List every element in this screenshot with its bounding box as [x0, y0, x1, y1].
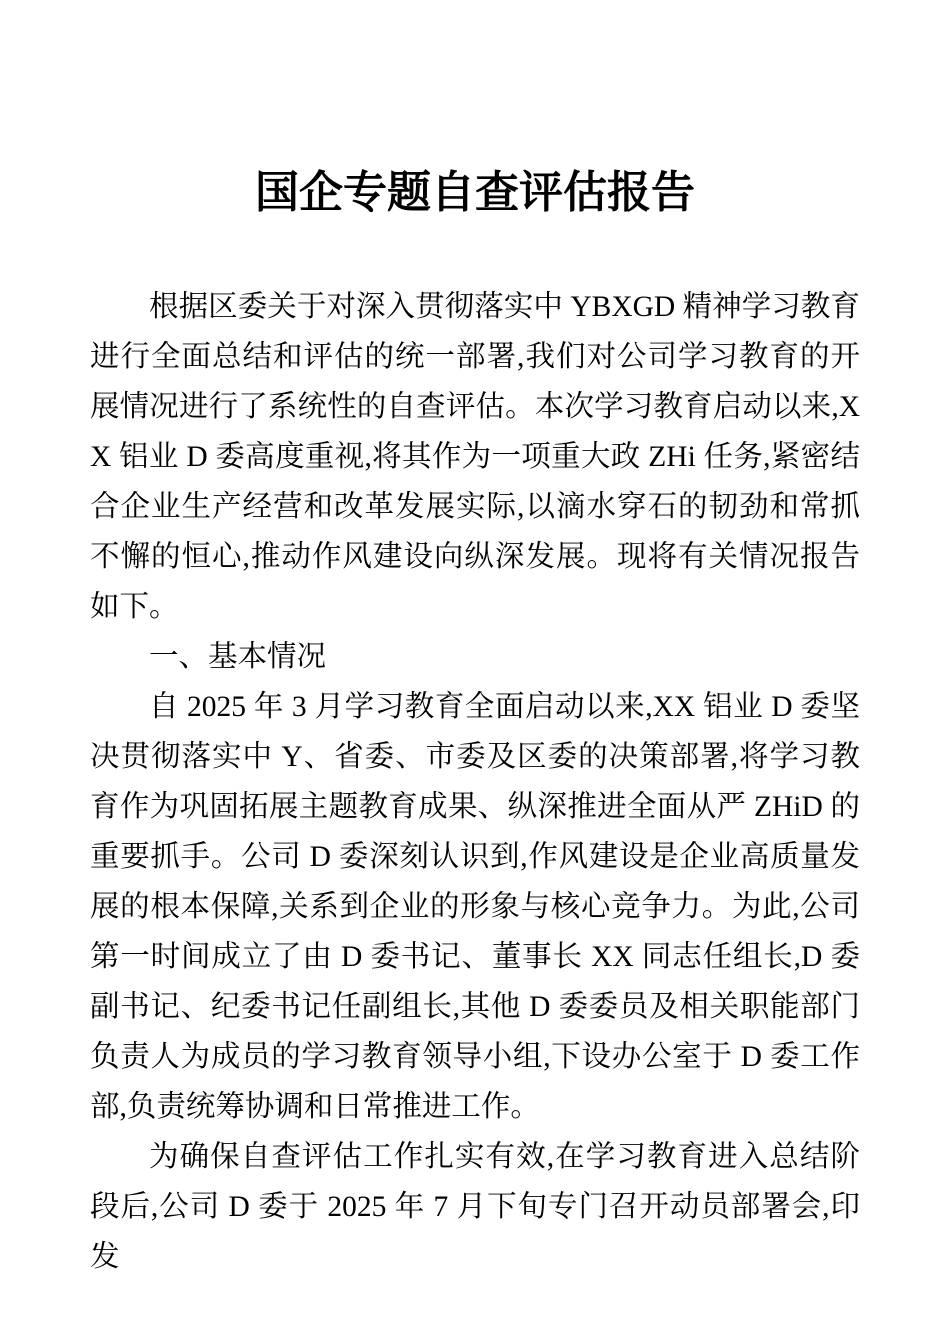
- paragraph-basic-situation: 自 2025 年 3 月学习教育全面启动以来,XX 铝业 D 委坚决贯彻落实中 Y、省委、市委及区委的决策部署,将学习教育作为巩固拓展主题教育成果、纵深推进全面从严 ZHiD 的重要抓手。公司 D 委深刻认识到,作风建设是企业高质量发展的根本保障,关系到企业的形象与核心竞争力。为此,公司第一时间成立了由 D 委书记、董事长 XX 同志任组长,D 委副书记、纪委书记任副组长,其他 D 委委员及相关职能部门负责人为成员的学习教育领导小组,下设办公室于 D 委工作部,负责统筹协调和日常推进工作。: [90, 691, 860, 1123]
- paragraph-mobilization: 为确保自查评估工作扎实有效,在学习教育进入总结阶段后,公司 D 委于 2025 年 7 月下旬专门召开动员部署会,印发: [90, 1141, 860, 1273]
- document-title: 国企专题自查评估报告: [255, 168, 695, 217]
- paragraph-intro: 根据区委关于对深入贯彻落实中 YBXGD 精神学习教育进行全面总结和评估的统一部署,我们对公司学习教育的开展情况进行了系统性的自查评估。本次学习教育启动以来,XX 铝业 D 委高度重视,将其作为一项重大政 ZHi 任务,紧密结合企业生产经营和改革发展实际,以滴水穿石的韧劲和常抓不懈的恒心,推动作风建设向纵深发展。现将有关情况报告如下。: [90, 291, 860, 623]
- section-heading-basic-situation: 一、基本情况: [149, 641, 327, 673]
- document-body: [90, 282, 860, 1282]
